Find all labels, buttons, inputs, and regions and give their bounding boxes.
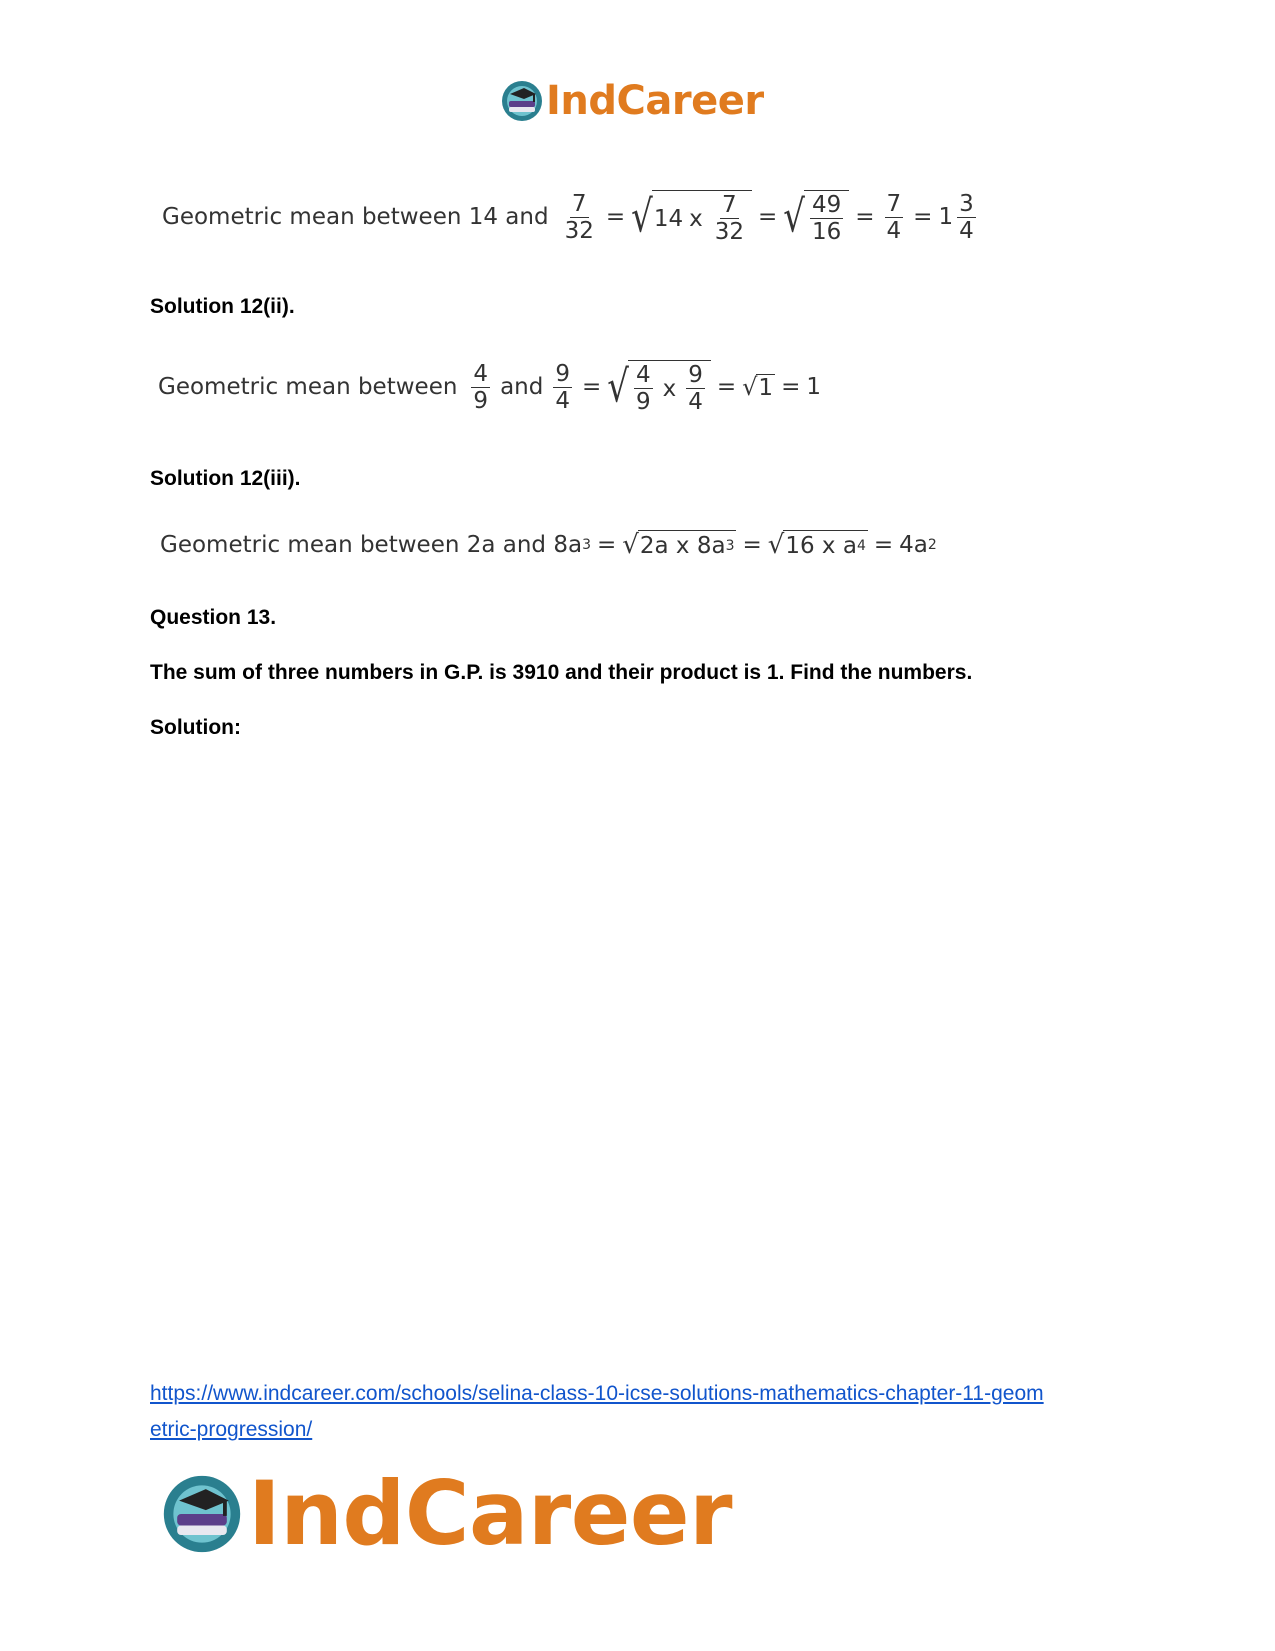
fraction bbox=[810, 193, 843, 244]
radical-icon: √ bbox=[631, 191, 653, 244]
equals-sign: = bbox=[913, 204, 933, 231]
denominator: 9 bbox=[635, 389, 651, 416]
numerator: 7 bbox=[571, 190, 587, 217]
graduation-books-icon bbox=[500, 79, 544, 123]
square-root bbox=[742, 374, 775, 401]
equals-sign: = bbox=[581, 374, 602, 401]
equation-12i bbox=[162, 190, 980, 244]
radical-icon: √ bbox=[742, 373, 758, 402]
square-root: √ 2a x 8a 3 bbox=[622, 529, 735, 560]
numerator: 9 bbox=[555, 360, 570, 387]
equals-sign: = bbox=[605, 204, 626, 231]
denominator: 32 bbox=[564, 217, 594, 244]
equation-prefix: Geometric mean between 14 and bbox=[162, 204, 549, 231]
source-link-line-1[interactable]: https://www.indcareer.com/schools/selina-class-10-icse-solutions-mathematics-chapter-11-geom bbox=[150, 1382, 1044, 1405]
radicand: 16 x a bbox=[785, 533, 857, 559]
radical-icon: √ bbox=[767, 529, 785, 560]
result: 4a bbox=[899, 531, 928, 558]
square-root bbox=[607, 360, 711, 414]
numerator: 7 bbox=[886, 190, 902, 217]
denominator: 4 bbox=[959, 217, 974, 244]
fraction bbox=[885, 192, 904, 243]
square-root: √ 16 x a 4 bbox=[767, 529, 866, 560]
equals-sign: = bbox=[597, 531, 617, 558]
equals-sign: = bbox=[855, 204, 875, 231]
mixed-number bbox=[938, 192, 979, 243]
graduation-books-icon bbox=[160, 1472, 244, 1556]
numerator: 4 bbox=[473, 360, 489, 387]
question-13-text: The sum of three numbers in G.P. is 3910 and their product is 1. Find the numbers. bbox=[150, 661, 973, 684]
denominator: 4 bbox=[555, 387, 570, 414]
and-word: and bbox=[500, 374, 544, 401]
fraction bbox=[634, 363, 653, 414]
numerator: 49 bbox=[811, 192, 842, 218]
brand-wordmark: IndCareer bbox=[546, 78, 764, 124]
brand-wordmark: IndCareer bbox=[248, 1462, 733, 1565]
solution-heading: Solution: bbox=[150, 716, 241, 739]
equation-prefix: Geometric mean between bbox=[158, 374, 458, 401]
radicand: 1 bbox=[758, 374, 774, 401]
denominator: 4 bbox=[688, 389, 703, 416]
equation-12ii bbox=[158, 360, 821, 414]
fraction bbox=[553, 362, 572, 413]
whole-part: 1 bbox=[938, 204, 954, 231]
fraction bbox=[957, 192, 976, 243]
radical-icon: √ bbox=[607, 361, 629, 414]
equals-sign: = bbox=[873, 531, 894, 558]
fraction bbox=[471, 362, 490, 413]
radical-icon: √ bbox=[783, 191, 805, 244]
indcareer-logo-bottom bbox=[160, 1462, 732, 1565]
equals-sign: = bbox=[758, 204, 778, 231]
denominator: 32 bbox=[714, 219, 744, 246]
numerator: 3 bbox=[959, 190, 974, 217]
question-13-heading: Question 13. bbox=[150, 606, 277, 629]
fraction bbox=[713, 193, 746, 244]
fraction bbox=[686, 363, 705, 414]
equation-prefix: Geometric mean between 2a and 8a bbox=[160, 531, 583, 558]
numerator: 7 bbox=[722, 192, 737, 218]
square-root bbox=[783, 190, 849, 244]
radical-icon: √ bbox=[622, 529, 639, 560]
times-sign: x bbox=[689, 205, 703, 232]
denominator: 16 bbox=[811, 219, 842, 246]
numerator: 4 bbox=[635, 362, 651, 388]
indcareer-logo-top bbox=[500, 78, 764, 124]
fraction bbox=[563, 192, 596, 243]
solution-12iii-heading: Solution 12(iii). bbox=[150, 467, 301, 490]
equals-sign: = bbox=[742, 531, 762, 558]
radicand-term: 14 bbox=[653, 205, 684, 232]
radicand: 2a x 8a bbox=[639, 533, 726, 559]
equation-12iii: Geometric mean between 2a and 8a 3 = √ 2a x 8a 3 = √ 16 x a 4 = 4a 2 bbox=[160, 529, 937, 560]
denominator: 9 bbox=[473, 387, 489, 414]
solution-12ii-heading: Solution 12(ii). bbox=[150, 295, 295, 318]
source-link-line-2[interactable]: etric-progression/ bbox=[150, 1418, 313, 1441]
result: 1 bbox=[806, 374, 821, 401]
denominator: 4 bbox=[886, 217, 902, 244]
square-root bbox=[631, 190, 752, 244]
times-sign: x bbox=[662, 375, 677, 402]
equals-sign: = bbox=[781, 374, 801, 401]
equals-sign: = bbox=[716, 374, 737, 401]
numerator: 9 bbox=[688, 362, 703, 388]
